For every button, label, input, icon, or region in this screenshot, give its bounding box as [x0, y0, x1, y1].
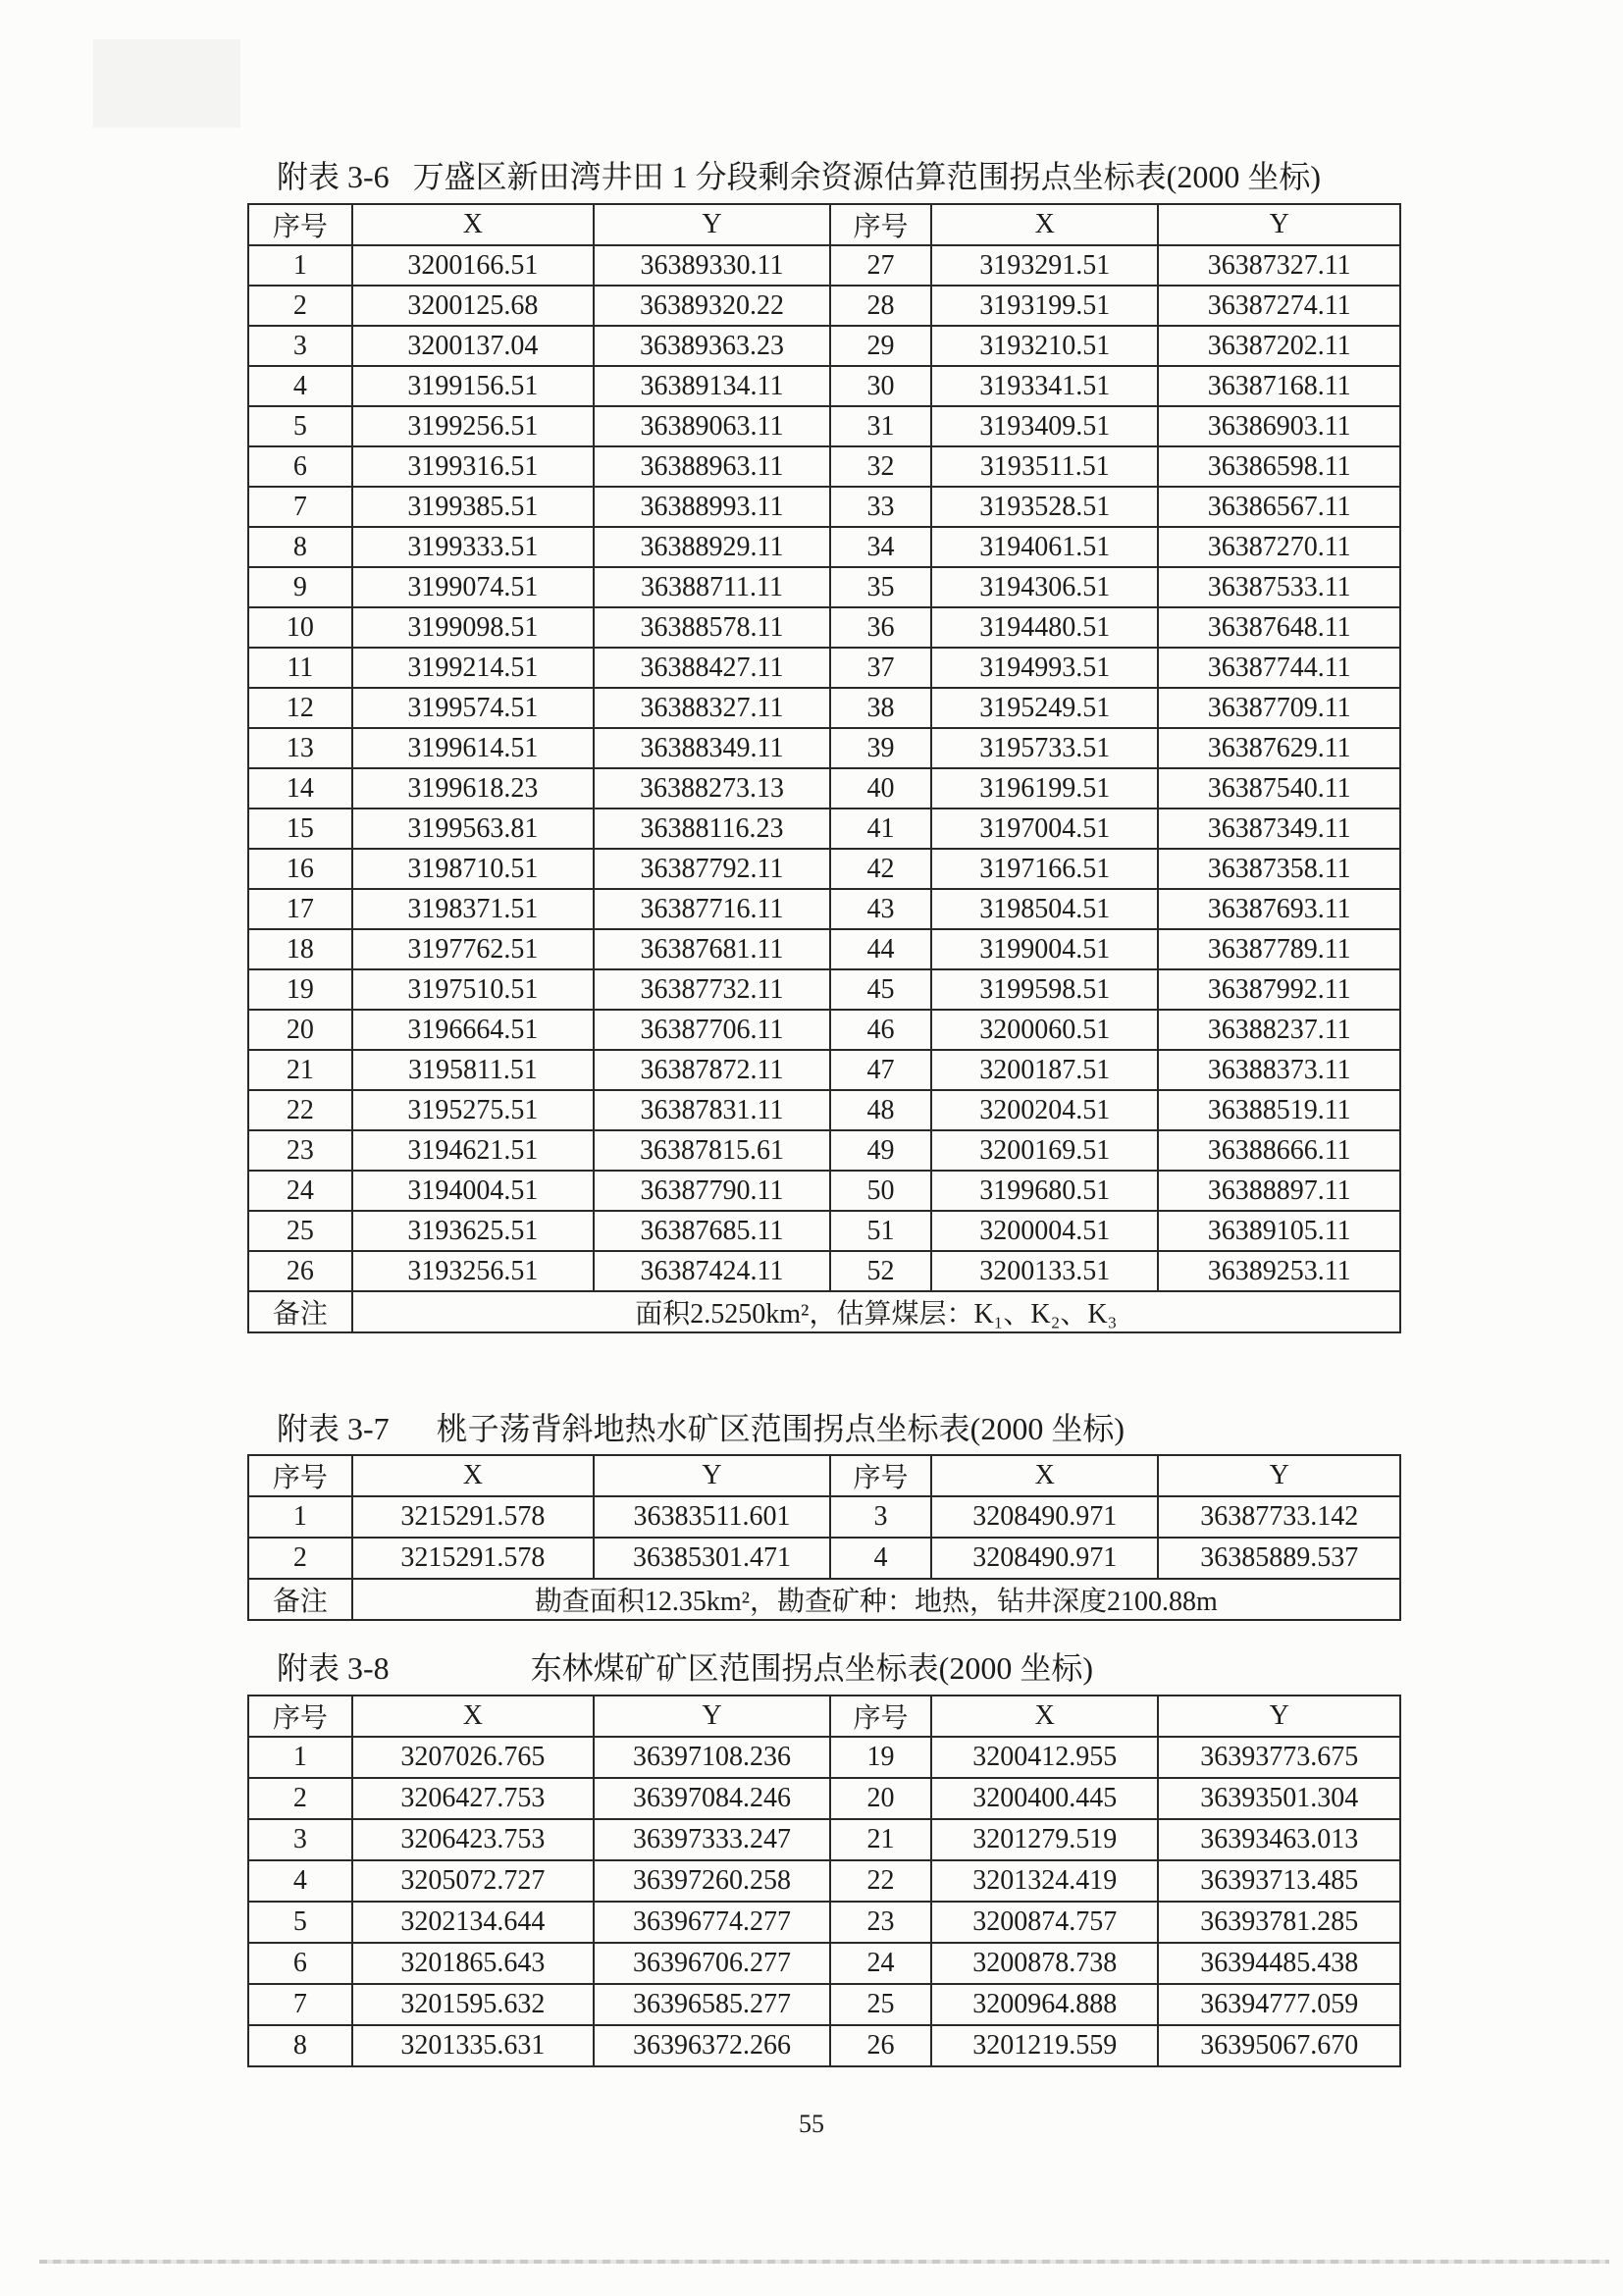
table-cell: 36387274.11	[1158, 286, 1400, 326]
table-cell: 46	[830, 1010, 931, 1050]
header-row	[248, 1455, 1400, 1496]
column-header: Y	[1158, 1696, 1400, 1737]
table-cell: 28	[830, 286, 931, 326]
table-cell: 3200060.51	[931, 1010, 1158, 1050]
table-cell: 48	[830, 1090, 931, 1130]
header-row	[248, 1696, 1400, 1737]
table-cell: 3201219.559	[931, 2025, 1158, 2066]
table-cell: 26	[248, 1251, 352, 1291]
table-cell: 38	[830, 688, 931, 728]
table-cell: 3215291.578	[352, 1496, 595, 1538]
table-cell: 3	[830, 1496, 931, 1538]
scan-edge-line	[39, 2260, 1609, 2264]
table-cell: 43	[830, 889, 931, 929]
table-row	[248, 1538, 1400, 1579]
table-cell: 36388519.11	[1158, 1090, 1400, 1130]
table-cell: 16	[248, 849, 352, 889]
table-cell: 3194004.51	[352, 1171, 595, 1211]
table-cell: 3199004.51	[931, 929, 1158, 969]
table-cell: 5	[248, 406, 352, 446]
table-cell: 32	[830, 446, 931, 487]
table-cell: 3200400.445	[931, 1778, 1158, 1819]
table-cell: 36393501.304	[1158, 1778, 1400, 1819]
table-cell: 10	[248, 607, 352, 648]
column-header: 序号	[830, 1455, 931, 1496]
table-cell: 36387533.11	[1158, 567, 1400, 607]
table-cell: 36388711.11	[594, 567, 830, 607]
table-cell: 35	[830, 567, 931, 607]
table-cell: 36387790.11	[594, 1171, 830, 1211]
table-cell: 26	[830, 2025, 931, 2066]
table-cell: 36	[830, 607, 931, 648]
table-cell: 3200187.51	[931, 1050, 1158, 1090]
table-cell: 3199614.51	[352, 728, 595, 768]
table-cell: 36396585.277	[594, 1984, 830, 2025]
table-row	[248, 1130, 1400, 1171]
table-cell: 4	[830, 1538, 931, 1579]
table-cell: 29	[830, 326, 931, 366]
table-cell: 3199256.51	[352, 406, 595, 446]
table-cell: 4	[248, 1860, 352, 1902]
table-cell: 2	[248, 1538, 352, 1579]
table-cell: 3193528.51	[931, 487, 1158, 527]
table-cell: 21	[830, 1819, 931, 1860]
table-cell: 3193199.51	[931, 286, 1158, 326]
table-3-7-caption: 附表 3-7 桃子荡背斜地热水矿区范围拐点坐标表(2000 坐标)	[277, 1411, 1125, 1446]
table-row	[248, 1496, 1400, 1538]
table-row	[248, 1819, 1400, 1860]
table-cell: 36397333.247	[594, 1819, 830, 1860]
table-cell: 44	[830, 929, 931, 969]
table-3-7	[247, 1454, 1401, 1621]
table-cell: 3194480.51	[931, 607, 1158, 648]
table-cell: 51	[830, 1211, 931, 1251]
table-cell: 3193511.51	[931, 446, 1158, 487]
table-cell: 3198504.51	[931, 889, 1158, 929]
table-cell: 3206423.753	[352, 1819, 595, 1860]
column-header: 序号	[830, 1696, 931, 1737]
table-cell: 36387716.11	[594, 889, 830, 929]
table-cell: 1	[248, 1737, 352, 1778]
table-cell: 36388427.11	[594, 648, 830, 688]
table-cell: 36387815.61	[594, 1130, 830, 1171]
table-cell: 36387789.11	[1158, 929, 1400, 969]
table-row	[248, 607, 1400, 648]
table-cell: 3197166.51	[931, 849, 1158, 889]
column-header: Y	[1158, 1455, 1400, 1496]
table-cell: 3199598.51	[931, 969, 1158, 1010]
table-row	[248, 446, 1400, 487]
table-cell: 36394485.438	[1158, 1943, 1400, 1984]
table-row	[248, 487, 1400, 527]
table-cell: 36388666.11	[1158, 1130, 1400, 1171]
table-cell: 24	[248, 1171, 352, 1211]
table-cell: 6	[248, 446, 352, 487]
table-cell: 36387202.11	[1158, 326, 1400, 366]
table-cell: 3199563.81	[352, 809, 595, 849]
table-cell: 36385301.471	[594, 1538, 830, 1579]
table-row	[248, 1943, 1400, 1984]
column-header: 序号	[248, 204, 352, 245]
table-cell: 1	[248, 1496, 352, 1538]
table-cell: 12	[248, 688, 352, 728]
table-cell: 36387685.11	[594, 1211, 830, 1251]
table-cell: 36386598.11	[1158, 446, 1400, 487]
table-cell: 23	[248, 1130, 352, 1171]
table-row	[248, 768, 1400, 809]
table-cell: 36388349.11	[594, 728, 830, 768]
table-cell: 25	[830, 1984, 931, 2025]
table-cell: 2	[248, 1778, 352, 1819]
table-cell: 8	[248, 2025, 352, 2066]
table-cell: 36388273.13	[594, 768, 830, 809]
column-header: X	[931, 1696, 1158, 1737]
table-cell: 36389134.11	[594, 366, 830, 406]
table-cell: 3208490.971	[931, 1496, 1158, 1538]
table-cell: 20	[830, 1778, 931, 1819]
scan-smudge	[93, 39, 240, 128]
table-cell: 18	[248, 929, 352, 969]
table-cell: 36388897.11	[1158, 1171, 1400, 1211]
table-cell: 1	[248, 245, 352, 286]
table-cell: 3200125.68	[352, 286, 595, 326]
column-header: X	[352, 1696, 595, 1737]
table-cell: 36387681.11	[594, 929, 830, 969]
table-cell: 3199333.51	[352, 527, 595, 567]
table-cell: 3195811.51	[352, 1050, 595, 1090]
table-cell: 36383511.601	[594, 1496, 830, 1538]
table-cell: 36389330.11	[594, 245, 830, 286]
table-cell: 3194306.51	[931, 567, 1158, 607]
table-cell: 36387706.11	[594, 1010, 830, 1050]
table-cell: 36387358.11	[1158, 849, 1400, 889]
table-cell: 3199385.51	[352, 487, 595, 527]
table-cell: 31	[830, 406, 931, 446]
table-3-8	[247, 1695, 1401, 2067]
table-cell: 36387540.11	[1158, 768, 1400, 809]
table-cell: 3	[248, 1819, 352, 1860]
table-cell: 3199680.51	[931, 1171, 1158, 1211]
table-cell: 36387629.11	[1158, 728, 1400, 768]
table-cell: 3193341.51	[931, 366, 1158, 406]
table-cell: 36387831.11	[594, 1090, 830, 1130]
table-cell: 3201324.419	[931, 1860, 1158, 1902]
table-cell: 36388578.11	[594, 607, 830, 648]
table-cell: 36395067.670	[1158, 2025, 1400, 2066]
table-cell: 3195249.51	[931, 688, 1158, 728]
table-cell: 36387349.11	[1158, 809, 1400, 849]
table-cell: 30	[830, 366, 931, 406]
table-cell: 22	[830, 1860, 931, 1902]
table-cell: 34	[830, 527, 931, 567]
table-cell: 3201279.519	[931, 1819, 1158, 1860]
table-cell: 36388327.11	[594, 688, 830, 728]
table-row	[248, 688, 1400, 728]
table-cell: 49	[830, 1130, 931, 1171]
table-cell: 36386903.11	[1158, 406, 1400, 446]
table-cell: 17	[248, 889, 352, 929]
column-header: X	[352, 204, 595, 245]
table-row	[248, 1050, 1400, 1090]
table-cell: 3199574.51	[352, 688, 595, 728]
table-cell: 7	[248, 1984, 352, 2025]
table-cell: 36387327.11	[1158, 245, 1400, 286]
table-cell: 36388929.11	[594, 527, 830, 567]
table-row	[248, 809, 1400, 849]
note-text: 面积2.5250km²，估算煤层：K₁、K₂、K₃	[352, 1291, 1400, 1332]
table-cell: 3198710.51	[352, 849, 595, 889]
table-cell: 2	[248, 286, 352, 326]
table-cell: 3200964.888	[931, 1984, 1158, 2025]
table-cell: 36387872.11	[594, 1050, 830, 1090]
table-cell: 36394777.059	[1158, 1984, 1400, 2025]
table-cell: 25	[248, 1211, 352, 1251]
table-cell: 50	[830, 1171, 931, 1211]
table-cell: 36387270.11	[1158, 527, 1400, 567]
table-cell: 27	[830, 245, 931, 286]
table-cell: 3193409.51	[931, 406, 1158, 446]
table-cell: 3193256.51	[352, 1251, 595, 1291]
table-row	[248, 969, 1400, 1010]
table-cell: 36387733.142	[1158, 1496, 1400, 1538]
table-row	[248, 567, 1400, 607]
table-3-6-caption: 附表 3-6 万盛区新田湾井田 1 分段剩余资源估算范围拐点坐标表(2000 坐标)	[277, 159, 1321, 194]
table-cell: 3196199.51	[931, 768, 1158, 809]
table-row	[248, 648, 1400, 688]
table-cell: 3202134.644	[352, 1902, 595, 1943]
table-cell: 6	[248, 1943, 352, 1984]
table-cell: 8	[248, 527, 352, 567]
column-header: Y	[594, 1696, 830, 1737]
table-cell: 3205072.727	[352, 1860, 595, 1902]
table-cell: 3200137.04	[352, 326, 595, 366]
table-row	[248, 245, 1400, 286]
table-cell: 45	[830, 969, 931, 1010]
table-cell: 36387792.11	[594, 849, 830, 889]
table-cell: 23	[830, 1902, 931, 1943]
table-cell: 3193625.51	[352, 1211, 595, 1251]
table-cell: 36389320.22	[594, 286, 830, 326]
table-cell: 11	[248, 648, 352, 688]
table-cell: 36386567.11	[1158, 487, 1400, 527]
table-cell: 3199214.51	[352, 648, 595, 688]
table-row	[248, 2025, 1400, 2066]
table-row	[248, 1984, 1400, 2025]
note-text: 勘查面积12.35km²，勘查矿种：地热，钻井深度2100.88m	[352, 1579, 1400, 1620]
table-cell: 3197762.51	[352, 929, 595, 969]
column-header: X	[931, 204, 1158, 245]
table-cell: 21	[248, 1050, 352, 1090]
table-cell: 36393773.675	[1158, 1737, 1400, 1778]
table-cell: 22	[248, 1090, 352, 1130]
table-cell: 36396706.277	[594, 1943, 830, 1984]
table-cell: 7	[248, 487, 352, 527]
table-cell: 3200412.955	[931, 1737, 1158, 1778]
table-cell: 33	[830, 487, 931, 527]
table-row	[248, 366, 1400, 406]
table-row	[248, 1171, 1400, 1211]
page-number: 55	[799, 2110, 824, 2138]
table-cell: 3199618.23	[352, 768, 595, 809]
table-row	[248, 406, 1400, 446]
table-cell: 36387992.11	[1158, 969, 1400, 1010]
table-cell: 36387744.11	[1158, 648, 1400, 688]
column-header: Y	[1158, 204, 1400, 245]
table-cell: 19	[830, 1737, 931, 1778]
note-row	[248, 1579, 1400, 1620]
table-cell: 3215291.578	[352, 1538, 595, 1579]
table-cell: 3196664.51	[352, 1010, 595, 1050]
table-cell: 36388373.11	[1158, 1050, 1400, 1090]
table-row	[248, 1010, 1400, 1050]
table-cell: 36393463.013	[1158, 1819, 1400, 1860]
table-cell: 36388963.11	[594, 446, 830, 487]
table-cell: 3199098.51	[352, 607, 595, 648]
table-row	[248, 286, 1400, 326]
table-cell: 3194621.51	[352, 1130, 595, 1171]
table-cell: 36388237.11	[1158, 1010, 1400, 1050]
table-cell: 3199074.51	[352, 567, 595, 607]
table-cell: 3201335.631	[352, 2025, 595, 2066]
column-header: 序号	[830, 204, 931, 245]
table-cell: 52	[830, 1251, 931, 1291]
column-header: 序号	[248, 1696, 352, 1737]
table-cell: 3197510.51	[352, 969, 595, 1010]
table-cell: 3200874.757	[931, 1902, 1158, 1943]
table-row	[248, 1251, 1400, 1291]
table-cell: 3208490.971	[931, 1538, 1158, 1579]
table-cell: 42	[830, 849, 931, 889]
table-cell: 13	[248, 728, 352, 768]
table-cell: 36396372.266	[594, 2025, 830, 2066]
table-cell: 3199156.51	[352, 366, 595, 406]
table-cell: 3201865.643	[352, 1943, 595, 1984]
table-cell: 3200878.738	[931, 1943, 1158, 1984]
table-cell: 3201595.632	[352, 1984, 595, 2025]
table-row	[248, 889, 1400, 929]
note-label: 备注	[248, 1579, 352, 1620]
column-header: X	[931, 1455, 1158, 1496]
table-cell: 36388993.11	[594, 487, 830, 527]
table-cell: 36397260.258	[594, 1860, 830, 1902]
table-3-6	[247, 203, 1401, 1333]
table-cell: 36387732.11	[594, 969, 830, 1010]
table-cell: 3195733.51	[931, 728, 1158, 768]
note-label: 备注	[248, 1291, 352, 1332]
table-cell: 9	[248, 567, 352, 607]
column-header: Y	[594, 1455, 830, 1496]
table-cell: 36389363.23	[594, 326, 830, 366]
table-cell: 3200166.51	[352, 245, 595, 286]
table-row	[248, 728, 1400, 768]
table-cell: 36389063.11	[594, 406, 830, 446]
table-cell: 36397108.236	[594, 1737, 830, 1778]
table-cell: 3193291.51	[931, 245, 1158, 286]
table-3-8-caption: 附表 3-8 东林煤矿矿区范围拐点坐标表(2000 坐标)	[277, 1650, 1093, 1686]
table-row	[248, 527, 1400, 567]
table-cell: 3200204.51	[931, 1090, 1158, 1130]
table-cell: 40	[830, 768, 931, 809]
table-cell: 3200004.51	[931, 1211, 1158, 1251]
table-cell: 36388116.23	[594, 809, 830, 849]
table-row	[248, 1778, 1400, 1819]
column-header: 序号	[248, 1455, 352, 1496]
table-cell: 37	[830, 648, 931, 688]
table-row	[248, 1737, 1400, 1778]
table-cell: 36389253.11	[1158, 1251, 1400, 1291]
table-cell: 3195275.51	[352, 1090, 595, 1130]
table-cell: 3	[248, 326, 352, 366]
note-row	[248, 1291, 1400, 1332]
table-cell: 36393713.485	[1158, 1860, 1400, 1902]
table-cell: 3197004.51	[931, 809, 1158, 849]
header-row	[248, 204, 1400, 245]
table-cell: 39	[830, 728, 931, 768]
table-cell: 3194993.51	[931, 648, 1158, 688]
table-cell: 3193210.51	[931, 326, 1158, 366]
column-header: X	[352, 1455, 595, 1496]
table-cell: 36387693.11	[1158, 889, 1400, 929]
table-cell: 20	[248, 1010, 352, 1050]
table-cell: 41	[830, 809, 931, 849]
table-row	[248, 849, 1400, 889]
table-row	[248, 1902, 1400, 1943]
table-row	[248, 1860, 1400, 1902]
table-cell: 36387168.11	[1158, 366, 1400, 406]
table-cell: 36387709.11	[1158, 688, 1400, 728]
column-header: Y	[594, 204, 830, 245]
table-cell: 36393781.285	[1158, 1902, 1400, 1943]
table-row	[248, 1090, 1400, 1130]
table-cell: 15	[248, 809, 352, 849]
table-row	[248, 929, 1400, 969]
table-cell: 3200169.51	[931, 1130, 1158, 1171]
table-cell: 24	[830, 1943, 931, 1984]
table-cell: 5	[248, 1902, 352, 1943]
table-cell: 3194061.51	[931, 527, 1158, 567]
table-cell: 3207026.765	[352, 1737, 595, 1778]
table-row	[248, 1211, 1400, 1251]
table-cell: 36385889.537	[1158, 1538, 1400, 1579]
table-cell: 3199316.51	[352, 446, 595, 487]
table-cell: 3206427.753	[352, 1778, 595, 1819]
table-cell: 14	[248, 768, 352, 809]
table-cell: 36387424.11	[594, 1251, 830, 1291]
table-cell: 36396774.277	[594, 1902, 830, 1943]
table-cell: 36397084.246	[594, 1778, 830, 1819]
table-cell: 36387648.11	[1158, 607, 1400, 648]
table-row	[248, 326, 1400, 366]
table-cell: 36389105.11	[1158, 1211, 1400, 1251]
table-cell: 4	[248, 366, 352, 406]
table-cell: 47	[830, 1050, 931, 1090]
table-cell: 3198371.51	[352, 889, 595, 929]
table-cell: 19	[248, 969, 352, 1010]
table-cell: 3200133.51	[931, 1251, 1158, 1291]
